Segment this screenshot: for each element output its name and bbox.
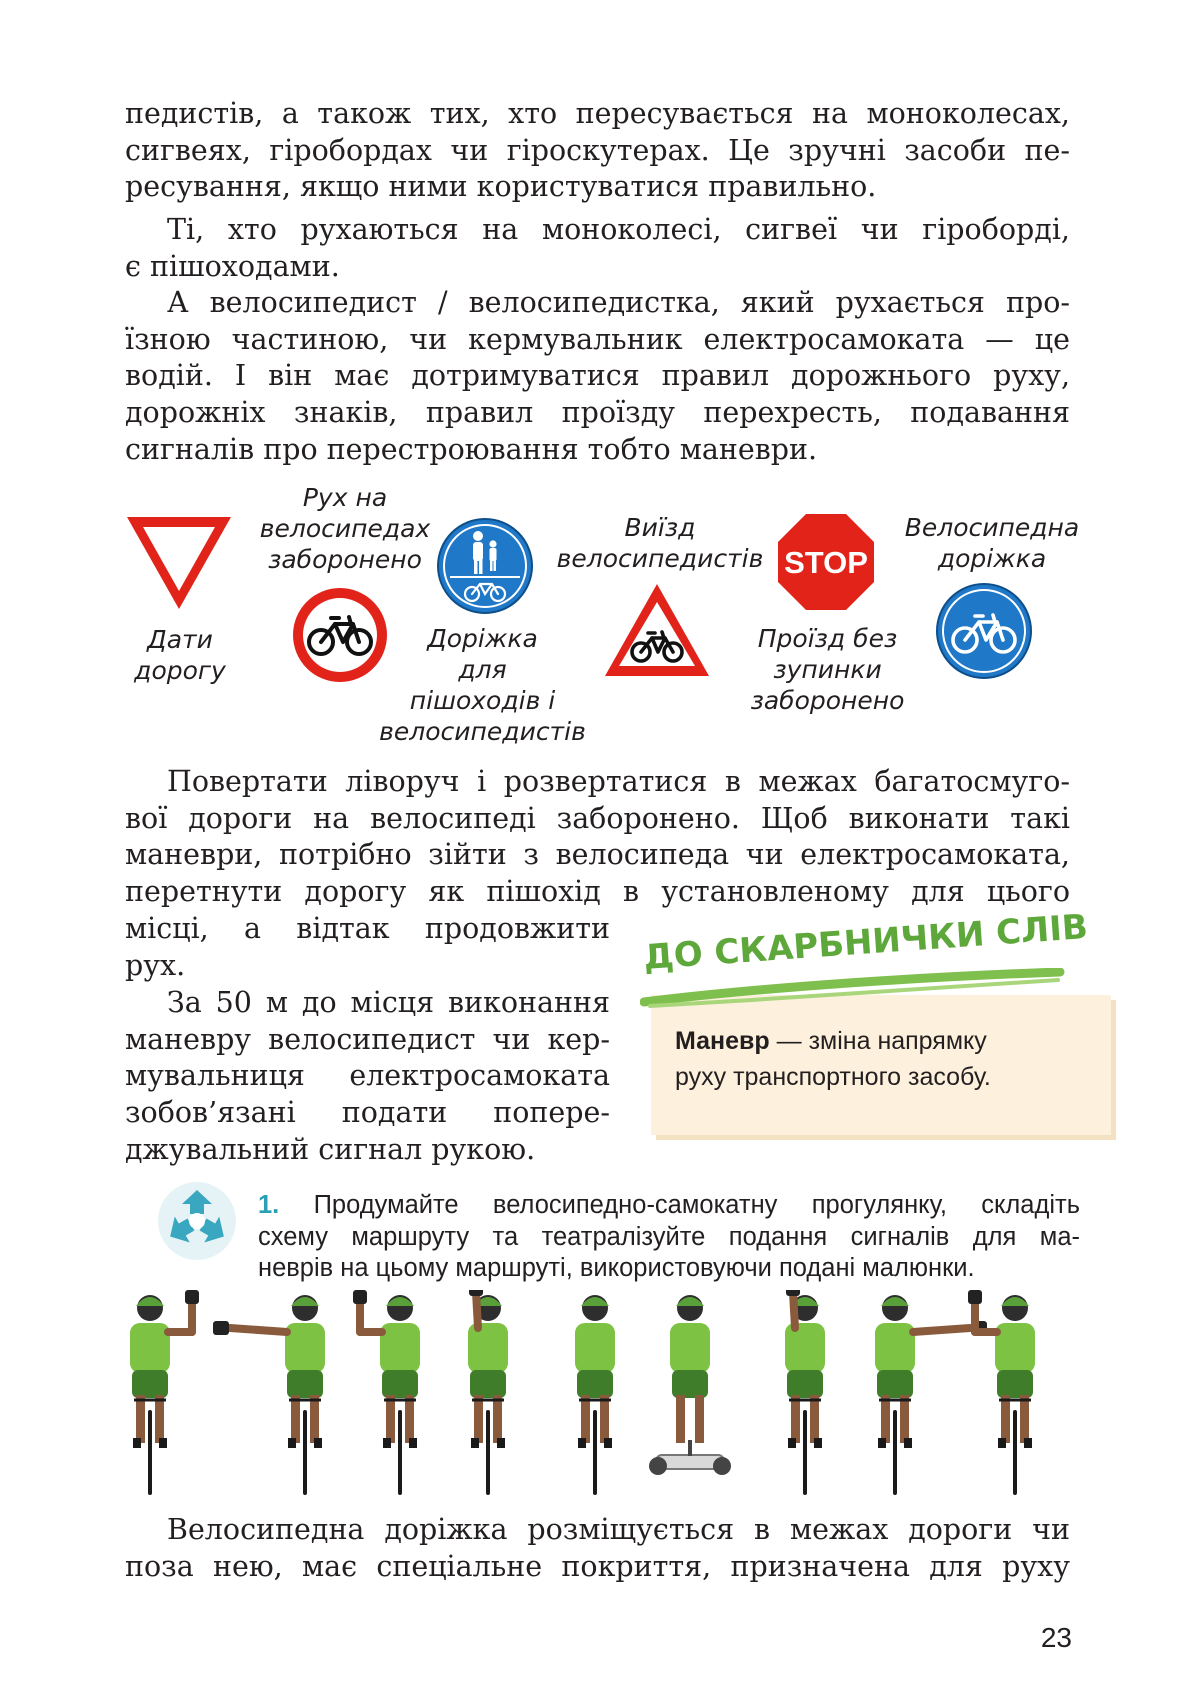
definition-line-2: руху транспортного засобу. (675, 1063, 991, 1091)
text-line: перетнути дорогу як пішохід в установленому для цього (125, 875, 1070, 909)
turning-paragraph (125, 764, 1070, 911)
cyclist-figure (649, 1295, 731, 1475)
intro-paragraph (125, 96, 1070, 206)
recycle-arrows-icon (156, 1180, 238, 1262)
task-line: неврів на цьому маршруті, використовуючи подані малюнки. (258, 1254, 975, 1282)
task-number: 1. (258, 1191, 280, 1219)
bike-lane-sign-icon (935, 582, 1033, 680)
text-line: місці, а відтак продовжити (125, 912, 610, 945)
text-line: поза нею, має спеціальне покриття, призначена для руху (125, 1549, 1070, 1583)
text-line: педистів, а також тих, хто пересувається на моноколесах, (125, 97, 1070, 130)
pedestrians-paragraph (125, 212, 1070, 285)
task-line: схему маршруту та театралізуйте подання сигналів для ма- (258, 1222, 1080, 1251)
bike-lane-label: Велосипедна доріжка (904, 513, 1080, 573)
text-line: Ті, хто рухаються на моноколесі, сигвеї чи гіроборді, (167, 213, 1070, 246)
stop-sign-icon (776, 512, 876, 612)
turning-paragraph-end (125, 911, 610, 984)
shared-path-label: Доріжка для пішоходів і велосипедистів (379, 624, 586, 746)
cyclist-figure (353, 1290, 420, 1495)
text-line: Повертати ліворуч і розвертатися в межах багатосмуго- (167, 765, 1070, 798)
text-line: Велосипедна доріжка розміщується в межах дороги чи (167, 1513, 1070, 1546)
cyclist-figure (875, 1295, 987, 1495)
cyclists-crossing-label: Виїзд велосипедистів (556, 513, 764, 573)
text-line: їзною частиною, чи кермувальник електросамоката — це (125, 322, 1070, 356)
cyclist-figure (785, 1290, 825, 1495)
vocabulary-box-title: ДО СКАРБНИЧКИ СЛІВ (642, 907, 1090, 978)
text-line: вої дороги на велосипеді заборонено. Щоб виконати такі (125, 801, 1070, 835)
vocabulary-definition (675, 1023, 1095, 1095)
vocabulary-term: Маневр (675, 1027, 770, 1055)
text-line: А велосипедист / велосипедистка, який рухається про- (167, 286, 1070, 319)
text-line: зобов’язані подати попере- (125, 1096, 610, 1130)
driver-paragraph (125, 285, 1070, 469)
text-line: маневру велосипедист чи кер- (125, 1022, 610, 1056)
vocabulary-underline-icon (640, 968, 1065, 1010)
cyclists-crossing-sign-icon (601, 580, 713, 680)
cyclist-figure (575, 1295, 615, 1495)
task-1 (258, 1190, 1080, 1285)
text-line: рух. (125, 948, 186, 982)
text-line: За 50 м до місця виконання (167, 986, 610, 1019)
text-line: водій. І він має дотримуватися правил дорожнього руху, (125, 359, 1070, 393)
text-line: мувальниця електросамоката (125, 1059, 610, 1093)
bike-lane-paragraph (125, 1512, 1070, 1585)
shared-path-sign-icon (436, 517, 534, 615)
task-line: Продумайте велосипедно-самокатну прогулянку, складіть (279, 1191, 1080, 1219)
text-line: сигналів про перестроювання тобто маневри. (125, 432, 818, 466)
cyclist-figure (968, 1290, 1035, 1495)
text-line: джувальний сигнал рукою. (125, 1132, 536, 1166)
text-line: є пішоходами. (125, 249, 340, 283)
cyclist-figure (213, 1295, 325, 1495)
no-bicycles-label: Рух на велосипедах заборонено (259, 483, 431, 574)
cyclists-hand-signals-illustration (110, 1290, 1090, 1500)
yield-sign-label: Дати дорогу (134, 625, 226, 685)
stop-sign-text: STOP (784, 545, 868, 580)
text-line: маневри, потрібно зійти з велосипеда чи електросамоката, (125, 838, 1070, 872)
cyclist-figure (468, 1290, 508, 1495)
text-line: сигвеях, гіробордах чи гіроскутерах. Це зручні засоби пе- (125, 133, 1070, 167)
yield-sign-icon (123, 513, 235, 613)
text-line: дорожніх знаків, правил проїзду перехресть, подавання (125, 396, 1070, 430)
cyclist-figure (130, 1290, 199, 1495)
text-line: ресування, якщо ними користуватися правильно. (125, 170, 877, 204)
page-number: 23 (1040, 1622, 1072, 1653)
definition-line-1: — зміна напрямку (769, 1027, 987, 1055)
signal-paragraph (125, 985, 610, 1169)
stop-sign-label: Проїзд без зупинки заборонено (750, 624, 905, 715)
